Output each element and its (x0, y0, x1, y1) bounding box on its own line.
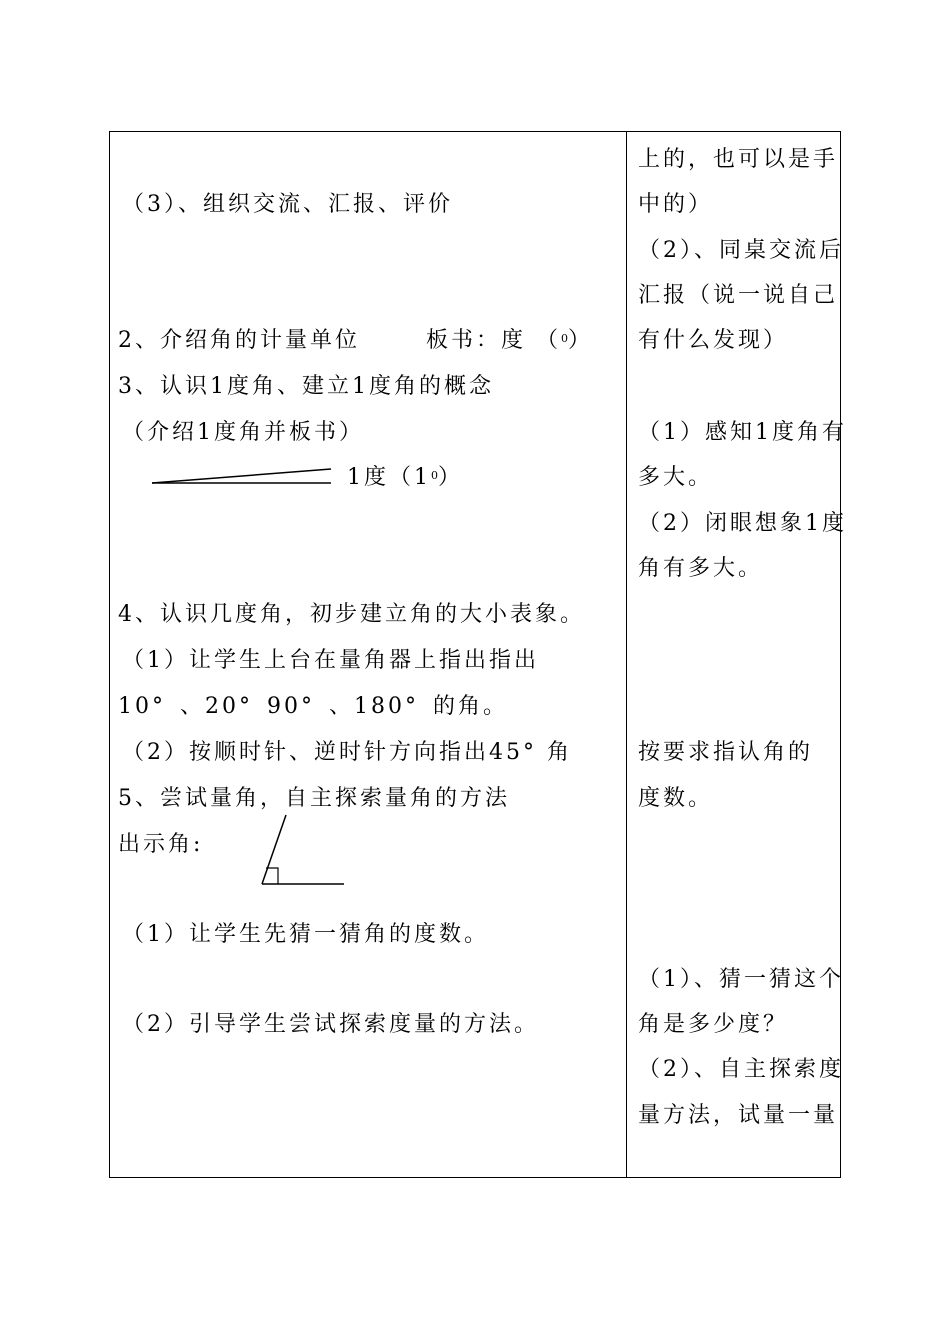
right-line-9: 角有多大。 (638, 556, 764, 581)
show-angle-label: 出示角: (118, 832, 204, 857)
right-line-7: 多大。 (638, 465, 714, 490)
item-4-angles: 10° 、20° 90° 、180° 的角。 (118, 694, 508, 719)
right-line-11: 度数。 (638, 786, 714, 811)
board-note: 板书：度 （$^0$） (426, 328, 594, 353)
right-line-1: 上的，也可以是手 (638, 147, 839, 172)
one-degree-label: 1度$(1^0)$ (347, 465, 464, 490)
right-line-6: （1）感知1度角有 (638, 420, 847, 445)
item-5: 5、尝试量角，自主探索量角的方法 (118, 786, 510, 811)
item-4-2: （2）按顺时针、逆时针方向指出45° 角 (122, 740, 572, 765)
right-line-4: 汇报（说一说自己 (638, 283, 839, 308)
item-5-1: （1）让学生先猜一猜角的度数。 (122, 922, 489, 947)
right-line-2: 中的） (638, 192, 714, 217)
item-5-2: （2）引导学生尝试探索度量的方法。 (122, 1012, 539, 1037)
item-3-note: （介绍1度角并板书） (122, 420, 364, 445)
right-line-8: （2）闭眼想象1度 (638, 511, 847, 536)
right-line-10: 按要求指认角的 (638, 740, 814, 765)
right-line-5: 有什么发现） (638, 328, 789, 353)
right-line-15: 量方法，试量一量 (638, 1103, 839, 1128)
right-line-3: （2）、同桌交流后 (638, 238, 844, 263)
right-line-14: （2）、自主探索度 (638, 1057, 844, 1082)
column-divider (626, 131, 627, 1178)
one-degree-angle-figure (150, 466, 335, 488)
item-3: 3、认识1度角、建立1度角的概念 (118, 374, 494, 399)
item-2: 2、介绍角的计量单位 (118, 328, 360, 353)
right-angle-figure (258, 812, 348, 890)
item-4-1: （1）让学生上台在量角器上指出指出 (122, 648, 539, 673)
right-line-13: 角是多少度？ (638, 1012, 789, 1037)
item-3-3: （3）、组织交流、汇报、评价 (122, 192, 453, 217)
item-4: 4、认识几度角，初步建立角的大小表象。 (118, 602, 585, 627)
right-line-12: （1）、猜一猜这个 (638, 967, 844, 992)
